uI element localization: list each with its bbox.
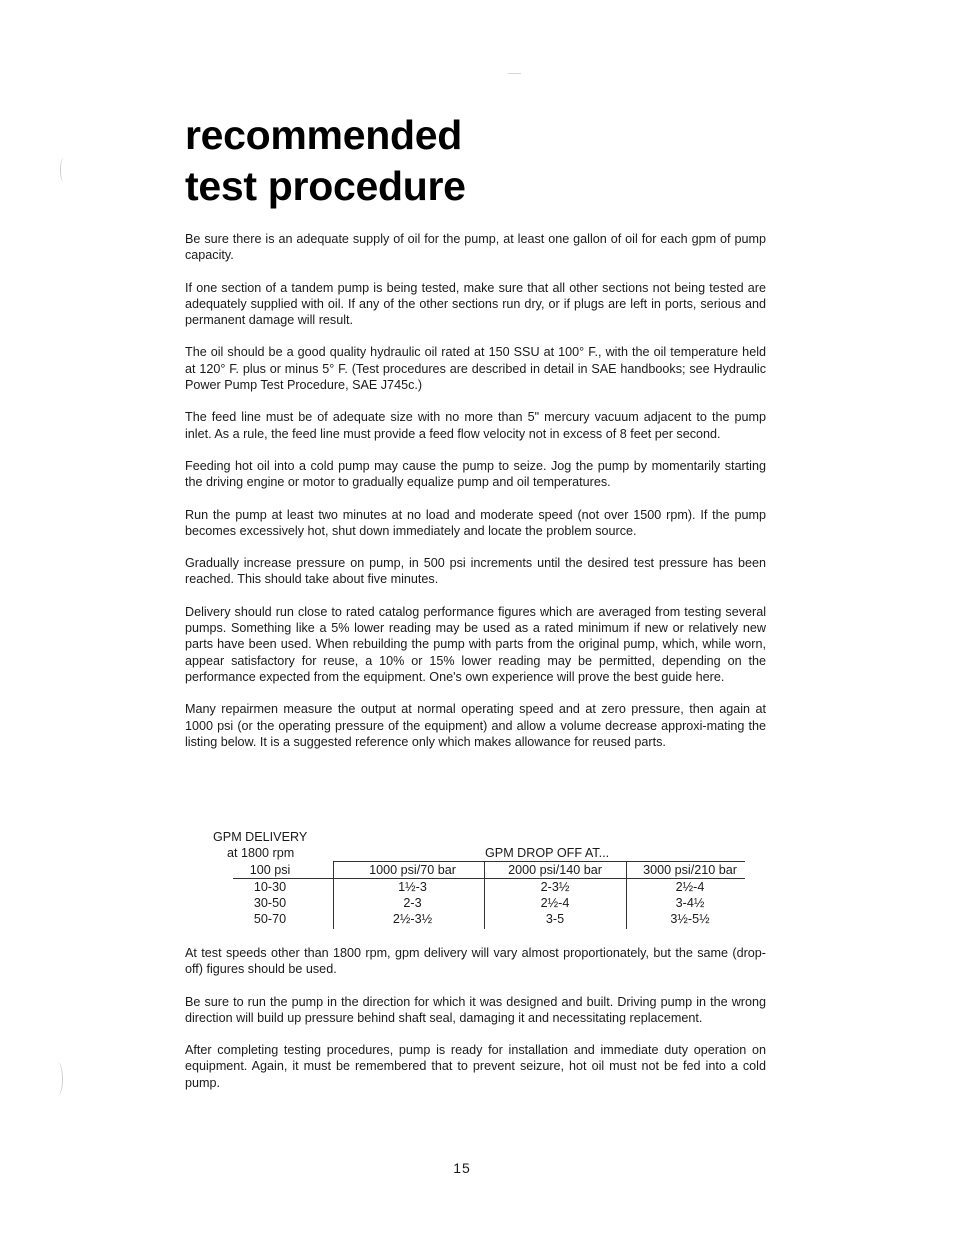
table-cell: 2-3½	[540, 880, 570, 894]
paragraph: Feeding hot oil into a cold pump may cause the pump to seize. Jog the pump by momentarily starting the driving engine or motor to gradually equalize pump and oil temperatures.	[185, 458, 766, 490]
body-text-continued	[185, 945, 766, 1107]
column-header: 100 psi	[249, 863, 291, 877]
column-header: 1000 psi/70 bar	[369, 863, 456, 877]
paragraph: After completing testing procedures, pump is ready for installation and immediate duty operation on equipment. Again, it must be remembered that to prevent seizure, hot oil must not be fed into a cold pump.	[185, 1043, 766, 1090]
page-title	[185, 110, 466, 212]
paragraph: Be sure to run the pump in the direction for which it was designed and built. Driving pump in the wrong direction will build up pressure behind shaft seal, damaging it and necessitating replacement.	[185, 994, 766, 1025]
paragraph: Run the pump at least two minutes at no load and moderate speed (not over 1500 rpm). If the pump becomes excessively hot, shut down immediately and locate the problem source.	[185, 507, 766, 538]
title-line-1: recommended	[185, 112, 462, 158]
table-cell: 3-4½	[675, 896, 705, 910]
scan-mark	[508, 73, 521, 74]
paragraph: The oil should be a good quality hydraulic oil rated at 150 SSU at 100° F., with the oil temperature held at 120° F. plus or minus 5° F. (Test procedures are described in detail in SAE handbooks; see Hydraulic Power Pump Test Procedure, SAE J745c.)	[185, 345, 766, 393]
table-cell: 50-70	[253, 912, 287, 926]
paragraph: Be sure there is an adequate supply of oil for the pump, at least one gallon of oil for each gpm of pump capacity.	[185, 232, 766, 263]
table-cell: 30-50	[253, 896, 287, 910]
body-text	[185, 231, 766, 766]
paragraph: Delivery should run close to rated catalog performance figures which are averaged from testing several pumps. Something like a 5% lower reading may be used as a rated minimum if new or relatively new parts have been used. When rebuilding the pump with parts from the original pump, which, while worn, appear satisfactory for reuse, a 10% or 15% lower reading may be permitted, depending on the performance expected from the equipment. One's own experience will prove the best guide here.	[185, 604, 766, 684]
table-divider	[333, 861, 334, 929]
table-cell: 1½-3	[398, 880, 427, 894]
scan-edge-mark	[52, 1062, 63, 1096]
table-rule	[333, 861, 745, 862]
paragraph: Gradually increase pressure on pump, in 500 psi increments until the desired test pressure has been reached. This should take about five minutes.	[185, 556, 766, 587]
paragraph: At test speeds other than 1800 rpm, gpm delivery will vary almost proportionately, but the same (drop-off) figures should be used.	[185, 946, 766, 977]
table-cell: 2½-3½	[392, 912, 433, 926]
page-number: 15	[453, 1160, 471, 1176]
table-cell: 2½-4	[540, 896, 570, 910]
paragraph: If one section of a tandem pump is being tested, make sure that all other sections not being tested are adequately supplied with oil. If any of the other sections run dry, or if plugs are left in ports, serious and permanent damage will result.	[185, 280, 766, 328]
table-cell: 3-5	[545, 912, 565, 926]
table-cell: 2-3	[403, 896, 422, 910]
table-cell: 2½-4	[675, 880, 705, 894]
table-header-rpm: at 1800 rpm	[227, 846, 295, 860]
table-cell: 10-30	[253, 880, 287, 894]
table-cell: 3½-5½	[670, 912, 710, 926]
table-header-gpm-delivery: GPM DELIVERY	[213, 830, 308, 844]
paragraph: Many repairmen measure the output at normal operating speed and at zero pressure, then again at 1000 psi (or the operating pressure of the equipment) and allow a volume decrease approxi-mating the listing below. It is a suggested reference only which makes allowance for reused parts.	[185, 702, 766, 749]
title-line-2: test procedure	[185, 163, 466, 209]
paragraph: The feed line must be of adequate size with no more than 5" mercury vacuum adjacent to the pump inlet. As a rule, the feed line must provide a feed flow velocity not in excess of 8 feet per second.	[185, 410, 766, 441]
column-header: 3000 psi/210 bar	[643, 863, 737, 877]
scan-edge-mark	[60, 158, 67, 182]
column-header: 2000 psi/140 bar	[508, 863, 602, 877]
table-header-drop-off: GPM DROP OFF AT...	[485, 846, 610, 860]
